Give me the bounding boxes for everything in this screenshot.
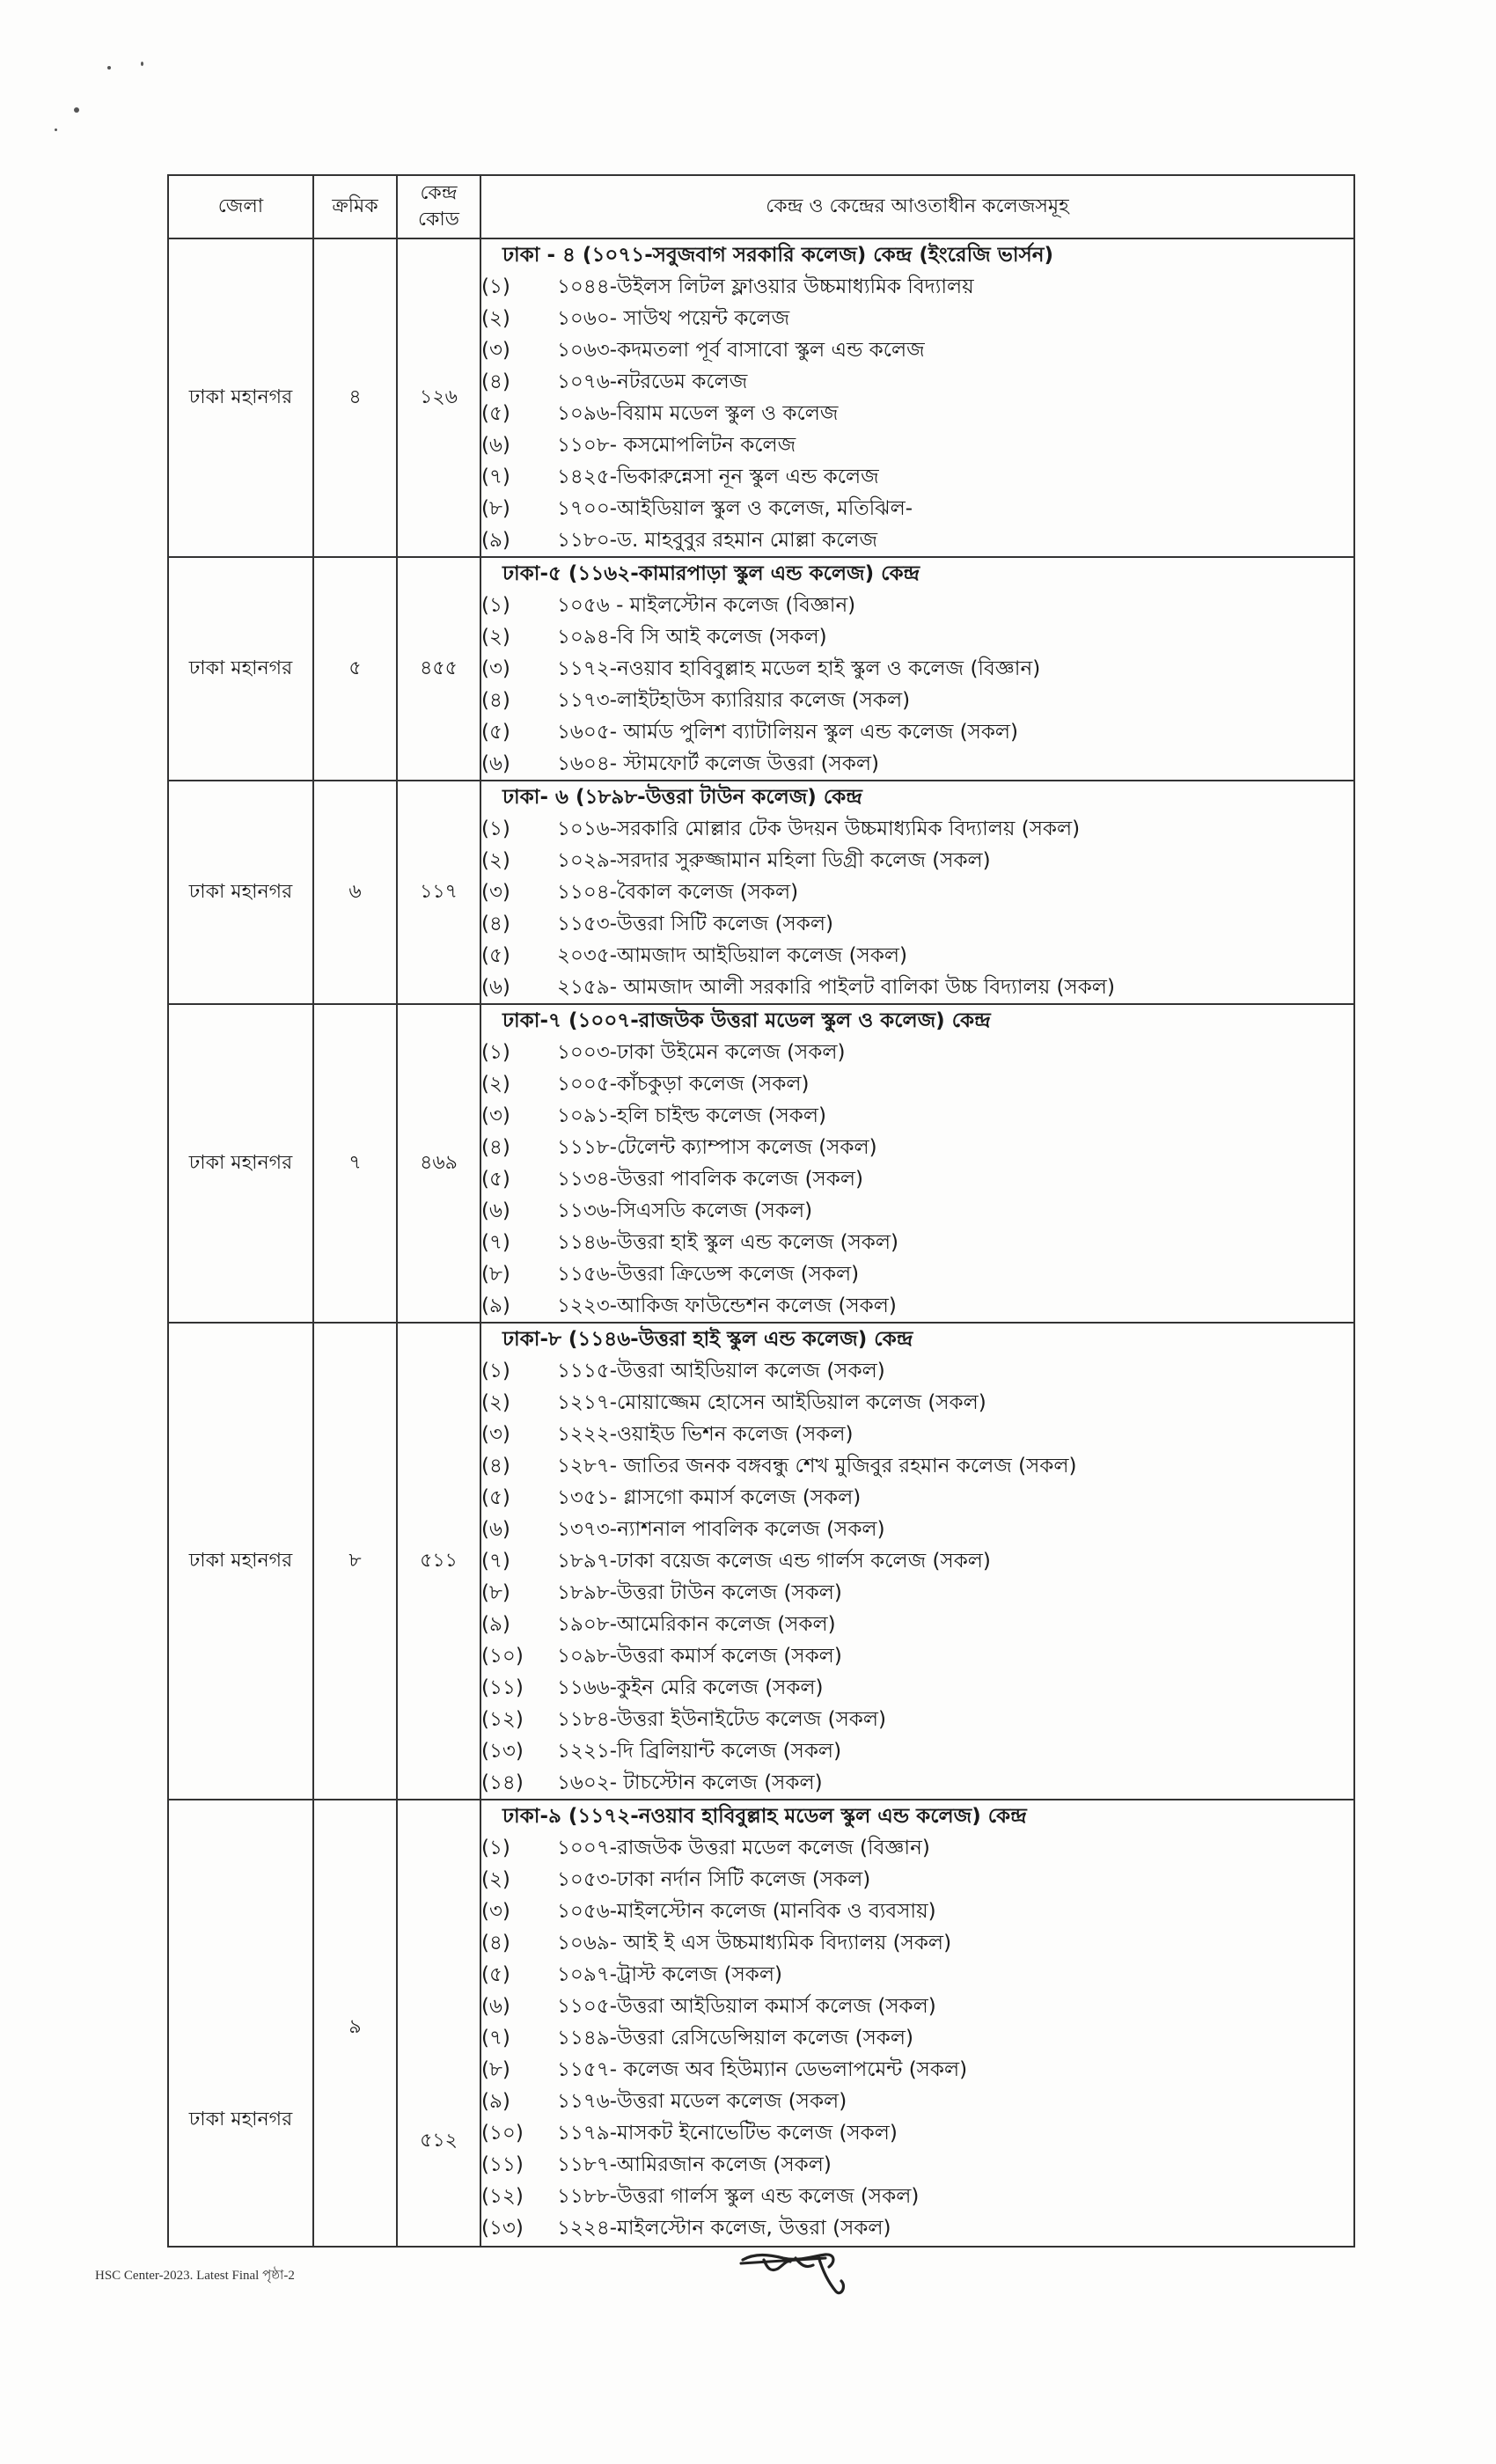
college-name: ১১৫৩-উত্তরা সিটি কলেজ (সকল)	[557, 913, 833, 935]
college-name: ১১৮০-ড. মাহবুবুর রহমান মোল্লা কলেজ	[557, 529, 878, 552]
college-number: (১০)	[481, 2122, 524, 2145]
college-item	[481, 2086, 1353, 2117]
header-center-code-line2: কোড	[418, 209, 459, 231]
college-name: ১৬০৫- আর্মড পুলিশ ব্যাটালিয়ন স্কুল এন্ড কলেজ (সকল)	[557, 721, 1019, 744]
college-name: ১০৯১-হলি চাইল্ড কলেজ (সকল)	[557, 1104, 826, 1127]
college-name: ১২২৩-আকিজ ফাউন্ডেশন কলেজ (সকল)	[557, 1294, 897, 1317]
center-title: ঢাকা-৭ (১০০৭-রাজউক উত্তরা মডেল স্কুল ও কলেজ) কেন্দ্র	[502, 1009, 991, 1032]
college-name: ২০৩৫-আমজাদ আইডিয়াল কলেজ (সকল)	[557, 944, 908, 967]
college-name: ১১৩৬-সিএসডি কলেজ (সকল)	[557, 1199, 813, 1222]
college-number: (৭)	[481, 1550, 510, 1573]
college-name: ১২১৭-মোয়াজ্জেম হোসেন আইডিয়াল কলেজ (সকল)	[557, 1391, 986, 1414]
college-number: (১)	[481, 818, 510, 840]
college-number: (৭)	[481, 2027, 510, 2050]
header-serial: ক্রমিক	[313, 175, 397, 238]
college-item	[481, 1832, 1353, 1864]
college-list-cell	[480, 781, 1354, 1004]
handwritten-signature	[737, 2242, 878, 2304]
serial-cell: ৯	[313, 1800, 397, 2247]
college-item	[481, 653, 1353, 685]
college-number: (৬)	[481, 976, 510, 999]
college-number: (১১)	[481, 1676, 524, 1699]
center-code-cell: ৫১১	[397, 1323, 480, 1800]
college-number: (১২)	[481, 1708, 524, 1731]
college-name: ১২২১-দি ব্রিলিয়ান্ট কলেজ (সকল)	[557, 1740, 842, 1763]
college-number: (৮)	[481, 1581, 510, 1604]
college-number: (৬)	[481, 1518, 510, 1541]
college-number: (২)	[481, 1391, 510, 1414]
college-number: (৪)	[481, 689, 510, 712]
college-number: (১)	[481, 594, 510, 617]
college-name: ১১৮৪-উত্তরা ইউনাইটেড কলেজ (সকল)	[557, 1708, 886, 1731]
college-item	[481, 303, 1353, 334]
college-item	[481, 1163, 1353, 1195]
college-name: ১১৮৭-আমিরজান কলেজ (সকল)	[557, 2153, 832, 2176]
college-item	[481, 2022, 1353, 2054]
serial-cell: ৬	[313, 781, 397, 1004]
college-number: (৯)	[481, 529, 510, 552]
college-item	[481, 940, 1353, 972]
college-name: ১০৭৬-নটরডেম কলেজ	[557, 370, 748, 393]
center-row	[168, 1323, 1354, 1800]
college-name: ১০৫৩-ঢাকা নর্দান সিটি কলেজ (সকল)	[557, 1868, 871, 1891]
college-name: ১১১৫-উত্তরা আইডিয়াল কলেজ (সকল)	[557, 1360, 885, 1382]
college-name: ১১৪৯-উত্তরা রেসিডেন্সিয়াল কলেজ (সকল)	[557, 2027, 913, 2050]
serial-cell: ৭	[313, 1004, 397, 1323]
center-row	[168, 238, 1354, 557]
college-number: (৯)	[481, 1294, 510, 1317]
district-cell: ঢাকা মহানগর	[168, 1800, 313, 2247]
center-row	[168, 1004, 1354, 1323]
college-number: (৬)	[481, 752, 510, 775]
college-item	[481, 1450, 1353, 1482]
college-number: (৯)	[481, 1613, 510, 1636]
college-item	[481, 845, 1353, 876]
college-number: (১)	[481, 275, 510, 298]
college-number: (২)	[481, 1868, 510, 1891]
college-number: (১)	[481, 1837, 510, 1859]
exam-center-table	[167, 174, 1355, 2248]
college-name: ১০০৭-রাজউক উত্তরা মডেল কলেজ (বিজ্ঞান)	[557, 1837, 930, 1859]
college-number: (১২)	[481, 2185, 524, 2208]
college-item	[481, 1514, 1353, 1545]
college-item	[481, 716, 1353, 748]
college-item	[481, 398, 1353, 429]
college-name: ১৯০৮-আমেরিকান কলেজ (সকল)	[557, 1613, 836, 1636]
college-name: ১০০৩-ঢাকা উইমেন কলেজ (সকল)	[557, 1041, 846, 1064]
college-number: (৭)	[481, 1231, 510, 1254]
college-item	[481, 1068, 1353, 1100]
college-name: ১১০৮- কসমোপলিটন কলেজ	[557, 434, 796, 457]
college-number: (৩)	[481, 1104, 510, 1127]
college-name: ১১৫৭- কলেজ অব হিউম্যান ডেভলাপমেন্ট (সকল)	[557, 2058, 968, 2081]
college-number: (১)	[481, 1041, 510, 1064]
college-name: ১০৯৮-উত্তরা কমার্স কলেজ (সকল)	[557, 1645, 842, 1668]
college-number: (১০)	[481, 1645, 524, 1668]
college-name: ১০৯৬-বিয়াম মডেল স্কুল ও কলেজ	[557, 402, 839, 425]
district-cell: ঢাকা মহানগর	[168, 238, 313, 557]
college-number: (৩)	[481, 1423, 510, 1446]
college-number: (৪)	[481, 913, 510, 935]
college-item	[481, 748, 1353, 780]
district-cell: ঢাকা মহানগর	[168, 1323, 313, 1800]
college-number: (৮)	[481, 2058, 510, 2081]
college-name: ১০১৬-সরকারি মোল্লার টেক উদয়ন উচ্চমাধ্যমিক বিদ্যালয় (সকল)	[557, 818, 1081, 840]
center-code-cell: ১২৬	[397, 238, 480, 557]
header-center-code-line1: কেন্দ্র	[420, 182, 458, 204]
college-item	[481, 334, 1353, 366]
college-name: ১০৬৩-কদমতলা পূর্ব বাসাবো স্কুল এন্ড কলেজ	[557, 339, 925, 362]
college-list-cell	[480, 1004, 1354, 1323]
college-item	[481, 972, 1353, 1003]
college-name: ১০২৯-সরদার সুরুজ্জামান মহিলা ডিগ্রী কলেজ (সকল)	[557, 849, 991, 872]
college-name: ১১০৫-উত্তরা আইডিয়াল কমার্স কলেজ (সকল)	[557, 1995, 936, 2018]
district-cell: ঢাকা মহানগর	[168, 781, 313, 1004]
college-number: (১১)	[481, 2153, 524, 2176]
college-item	[481, 366, 1353, 398]
college-number: (৫)	[481, 1486, 510, 1509]
college-item	[481, 1704, 1353, 1735]
college-name: ১৩৭৩-ন্যাশনাল পাবলিক কলেজ (সকল)	[557, 1518, 885, 1541]
college-item	[481, 1927, 1353, 1959]
center-title: ঢাকা-৮ (১১৪৬-উত্তরা হাই স্কুল এন্ড কলেজ) কেন্দ্র	[502, 1328, 913, 1351]
college-list-cell	[480, 238, 1354, 557]
center-row	[168, 557, 1354, 781]
college-item	[481, 1735, 1353, 1767]
college-name: ১০৫৬ - মাইলস্টোন কলেজ (বিজ্ঞান)	[557, 594, 856, 617]
header-center-code	[397, 175, 480, 238]
college-item	[481, 908, 1353, 940]
college-name: ১০৬৯- আই ই এস উচ্চমাধ্যমিক বিদ্যালয় (সকল)	[557, 1932, 952, 1954]
college-item	[481, 461, 1353, 493]
college-item	[481, 2149, 1353, 2181]
college-number: (৫)	[481, 1963, 510, 1986]
college-name: ১১৪৬-উত্তরা হাই স্কুল এন্ড কলেজ (সকল)	[557, 1231, 898, 1254]
college-item	[481, 1609, 1353, 1640]
header-district: জেলা	[168, 175, 313, 238]
college-name: ১১৭৩-লাইটহাউস ক্যারিয়ার কলেজ (সকল)	[557, 689, 911, 712]
center-title: ঢাকা-৫ (১১৬২-কামারপাড়া স্কুল এন্ড কলেজ) কেন্দ্র	[502, 562, 920, 585]
college-item	[481, 1959, 1353, 1991]
college-number: (৬)	[481, 1995, 510, 2018]
college-item	[481, 1864, 1353, 1896]
college-number: (৪)	[481, 1455, 510, 1478]
college-item	[481, 1227, 1353, 1258]
college-item	[481, 1991, 1353, 2022]
table-header-row	[168, 175, 1354, 238]
college-item	[481, 1896, 1353, 1927]
college-item	[481, 1419, 1353, 1450]
college-number: (৩)	[481, 1900, 510, 1923]
college-name: ১০৯৭-ট্রাস্ট কলেজ (সকল)	[557, 1963, 782, 1986]
college-item	[481, 1640, 1353, 1672]
page-footer: HSC Center-2023. Latest Final পৃষ্ঠা-2	[95, 2269, 295, 2283]
college-number: (২)	[481, 849, 510, 872]
college-item	[481, 1355, 1353, 1387]
college-item	[481, 621, 1353, 653]
college-name: ১০৪৪-উইলস লিটল ফ্লাওয়ার উচ্চমাধ্যমিক বিদ্যালয়	[557, 275, 974, 298]
center-title: ঢাকা- ৬ (১৮৯৮-উত্তরা টাউন কলেজ) কেন্দ্র	[502, 786, 862, 809]
college-number: (১৩)	[481, 1740, 524, 1763]
college-number: (৬)	[481, 434, 510, 457]
center-code-cell: ১১৭	[397, 781, 480, 1004]
college-item	[481, 524, 1353, 556]
college-number: (৪)	[481, 1136, 510, 1159]
college-number: (৩)	[481, 339, 510, 362]
college-list-cell	[480, 1800, 1354, 2247]
college-number: (৪)	[481, 370, 510, 393]
college-name: ১১১৮-টেলেন্ট ক্যাম্পাস কলেজ (সকল)	[557, 1136, 877, 1159]
college-name: ১০৫৬-মাইলস্টোন কলেজ (মানবিক ও ব্যবসায়)	[557, 1900, 936, 1923]
college-item	[481, 876, 1353, 908]
college-item	[481, 2117, 1353, 2149]
scan-specks	[53, 53, 158, 150]
college-number: (১৪)	[481, 1771, 524, 1794]
college-name: ২১৫৯- আমজাদ আলী সরকারি পাইলট বালিকা উচ্চ বিদ্যালয় (সকল)	[557, 976, 1115, 999]
college-name: ১১৫৬-উত্তরা ক্রিডেন্স কলেজ (সকল)	[557, 1263, 860, 1286]
college-item	[481, 271, 1353, 303]
college-number: (৯)	[481, 2090, 510, 2113]
serial-cell: ৮	[313, 1323, 397, 1800]
center-code-cell: ৪৫৫	[397, 557, 480, 781]
college-list-cell	[480, 557, 1354, 781]
college-number: (৫)	[481, 721, 510, 744]
college-item	[481, 2181, 1353, 2212]
college-item	[481, 2054, 1353, 2086]
college-item	[481, 1387, 1353, 1419]
college-number: (১৩)	[481, 2217, 524, 2240]
college-item	[481, 1672, 1353, 1704]
college-name: ১৭০০-আইডিয়াল স্কুল ও কলেজ, মতিঝিল-	[557, 497, 913, 520]
center-title: ঢাকা-৯ (১১৭২-নওয়াব হাবিবুল্লাহ মডেল স্কুল এন্ড কলেজ) কেন্দ্র	[502, 1805, 1027, 1828]
center-row	[168, 1800, 1354, 2247]
college-item	[481, 1482, 1353, 1514]
district-cell: ঢাকা মহানগর	[168, 1004, 313, 1323]
college-name: ১১৭২-নওয়াব হাবিবুল্লাহ মডেল হাই স্কুল ও কলেজ (বিজ্ঞান)	[557, 657, 1041, 680]
college-name: ১১০৪-বৈকাল কলেজ (সকল)	[557, 881, 799, 904]
college-number: (২)	[481, 1073, 510, 1096]
college-name: ১১৭৬-উত্তরা মডেল কলেজ (সকল)	[557, 2090, 847, 2113]
college-number: (৮)	[481, 497, 510, 520]
college-number: (৪)	[481, 1932, 510, 1954]
serial-cell: ৪	[313, 238, 397, 557]
college-name: ১২২২-ওয়াইড ভিশন কলেজ (সকল)	[557, 1423, 854, 1446]
college-item	[481, 493, 1353, 524]
college-item	[481, 1195, 1353, 1227]
college-name: ১৮৯৮-উত্তরা টাউন কলেজ (সকল)	[557, 1581, 842, 1604]
center-title: ঢাকা - ৪ (১০৭১-সবুজবাগ সরকারি কলেজ) কেন্দ্র (ইংরেজি ভার্সন)	[502, 244, 1053, 267]
college-name: ১২২৪-মাইলস্টোন কলেজ, উত্তরা (সকল)	[557, 2217, 891, 2240]
college-number: (২)	[481, 307, 510, 330]
college-name: ১২৮৭- জাতির জনক বঙ্গবন্ধু শেখ মুজিবুর রহমান কলেজ (সকল)	[557, 1455, 1077, 1478]
college-number: (৫)	[481, 1168, 510, 1191]
college-number: (৩)	[481, 881, 510, 904]
college-number: (৩)	[481, 657, 510, 680]
college-item	[481, 1767, 1353, 1799]
college-item	[481, 1545, 1353, 1577]
college-number: (৫)	[481, 402, 510, 425]
college-item	[481, 1100, 1353, 1132]
college-number: (৭)	[481, 466, 510, 488]
college-name: ১৬০২- টাচস্টোন কলেজ (সকল)	[557, 1771, 823, 1794]
college-item	[481, 1037, 1353, 1068]
center-row	[168, 781, 1354, 1004]
college-item	[481, 685, 1353, 716]
center-code-cell: ৫১২	[397, 1800, 480, 2247]
college-item	[481, 590, 1353, 621]
college-item	[481, 2212, 1353, 2244]
college-name: ১১৮৮-উত্তরা গার্লস স্কুল এন্ড কলেজ (সকল)	[557, 2185, 920, 2208]
college-item	[481, 1258, 1353, 1290]
college-item	[481, 1577, 1353, 1609]
college-name: ১৮৯৭-ঢাকা বয়েজ কলেজ এন্ড গার্লস কলেজ (সকল)	[557, 1550, 991, 1573]
college-name: ১৪২৫-ভিকারুন্নেসা নূন স্কুল এন্ড কলেজ	[557, 466, 879, 488]
college-name: ১৬০৪- স্টামফোর্ট কলেজ উত্তরা (সকল)	[557, 752, 879, 775]
college-number: (১)	[481, 1360, 510, 1382]
college-number: (২)	[481, 626, 510, 649]
college-number: (৬)	[481, 1199, 510, 1222]
college-name: ১১৭৯-মাসকট ইনোভেটিভ কলেজ (সকল)	[557, 2122, 898, 2145]
college-item	[481, 429, 1353, 461]
college-list-cell	[480, 1323, 1354, 1800]
college-number: (৮)	[481, 1263, 510, 1286]
serial-cell: ৫	[313, 557, 397, 781]
header-colleges: কেন্দ্র ও কেন্দ্রের আওতাধীন কলেজসমূহ	[480, 175, 1354, 238]
college-name: ১০৬০- সাউথ পয়েন্ট কলেজ	[557, 307, 790, 330]
college-name: ১১৬৬-কুইন মেরি কলেজ (সকল)	[557, 1676, 824, 1699]
college-item	[481, 813, 1353, 845]
college-item	[481, 1132, 1353, 1163]
college-name: ১০৯৪-বি সি আই কলেজ (সকল)	[557, 626, 827, 649]
college-name: ১০০৫-কাঁচকুড়া কলেজ (সকল)	[557, 1073, 810, 1096]
college-name: ১৩৫১- গ্লাসগো কমার্স কলেজ (সকল)	[557, 1486, 862, 1509]
district-cell: ঢাকা মহানগর	[168, 557, 313, 781]
college-number: (৫)	[481, 944, 510, 967]
college-name: ১১৩৪-উত্তরা পাবলিক কলেজ (সকল)	[557, 1168, 863, 1191]
center-code-cell: ৪৬৯	[397, 1004, 480, 1323]
college-item	[481, 1290, 1353, 1322]
